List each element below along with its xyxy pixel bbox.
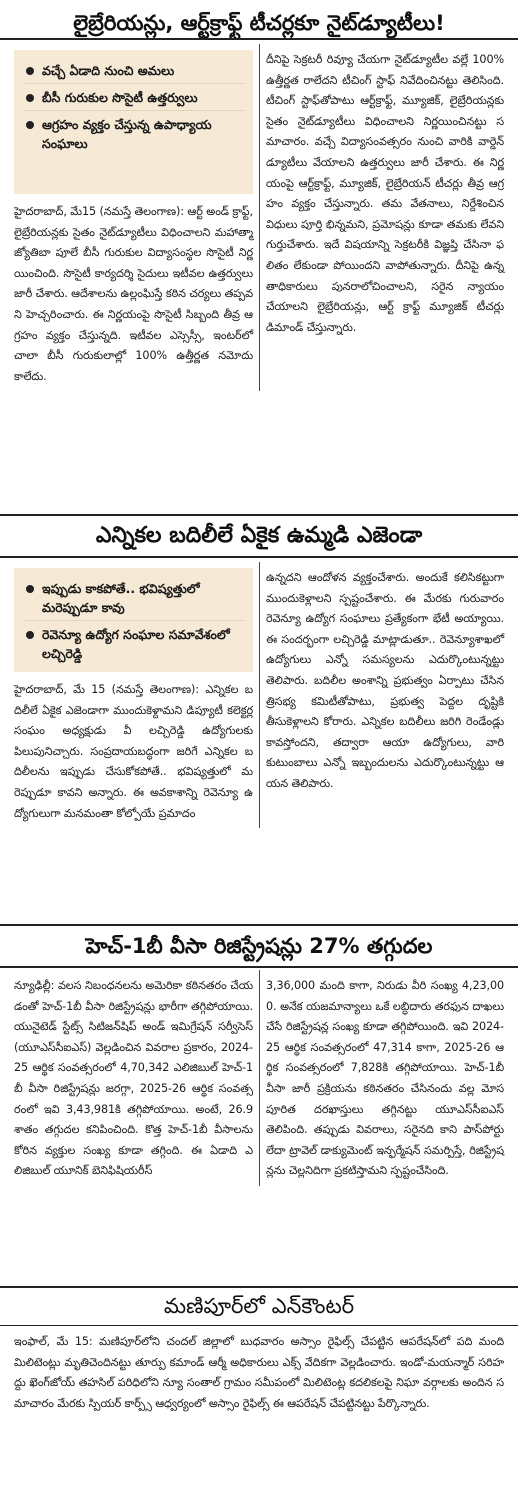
- story-1-right-column: [259, 44, 510, 391]
- story-election-transfers: [0, 514, 518, 918]
- highlight-text: వచ్చే ఏడాది నుంచి అమలు: [42, 63, 175, 78]
- bullet-icon: [26, 94, 34, 102]
- highlight-text: ఆగ్రహం వ్యక్తం చేస్తున్న ఉపాధ్యాయ సంఘాలు: [42, 117, 212, 151]
- bullet-icon: [26, 121, 34, 129]
- story-1-highlights: [14, 50, 253, 194]
- story-3-left-column: [8, 970, 259, 1186]
- story-2-right-column: [259, 562, 510, 828]
- story-3-body-right: 3,36,000 మంది కాగా, నిరుడు వీరి సంఖ్య 4,23,000. అనేక యజమాన్యాలు ఒకే లబ్ధిదారు తరఫున దాఖలు చేసే రిజిస్ట్రేషన్ల సంఖ్య కూడా తగ్గిపోయింది. ఇవి 2024-25 ఆర్థిక సంవత్సరంలో 47,314 కాగా, 2025-26 ఆర్థిక సంవత్సరంలో 7,828కి తగ్గిపోయాయి. హెచ్-1బీ వీసా జారీ ప్రక్రియను కఠినతరం చేసినందు వల్ల మోసపూరిత దరఖాస్తులు తగ్గినట్టు యూఎస్‌సీఐఎస్ తెలిపింది. తప్పుడు వివరాలు, సరైనది కాని పాస్‌పోర్టు లేదా ట్రావెల్ డాక్యుమెంట్ ఇన్ఫర్మేషన్ సమర్పిస్తే, రిజిస్ట్రేషన్లను చెల్లనిదిగా ప్రకటిస్తామని స్పష్టంచేసింది.: [266, 979, 504, 1178]
- story-1-body-right: దీనిపై సెక్రటరీ రివ్యూ చేయగా నైట్‌డ్యూటీల వల్లే 100% ఉత్తీర్ణత రాలేదని టీచింగ్ స్టాఫ్ నివేదించినట్టు తెలిసింది. టీచింగ్ స్టాఫ్‌తోపాటు ఆర్ట్‌క్రాఫ్ట్, మ్యూజిక్, లైబ్రేరియన్లకు సైతం నైట్‌డ్యూటీలు విధించాలని నిర్ణయించినట్టు సమాచారం. వచ్చే విద్యాసంవత్సరం నుంచి వారికి వార్డెన్ డ్యూటీలు వేయాలని ఉత్తర్వులు జారీ చేశారు. ఈ నిర్ణయంపై ఆర్ట్‌క్రాఫ్ట్, మ్యూజిక్, లైబ్రేరియన్ టీచర్లు తీవ్ర ఆగ్రహం వ్యక్తం చేస్తున్నారు. తమ వేతనాలు, నిర్దేశించిన విధులు పూర్తి భిన్నమని, ప్రమోషన్లు కూడా తమకు లేవని గుర్తుచేశారు. ఇదే విషయాన్ని సెక్రటరీకి విజ్ఞప్తి చేసినా ఫలితం లేకుండా పోయిందని వాపోతున్నారు. దీనిపై ఉన్నతాధికారులు పునరాలోచించాలని, సరైన న్యాయం చేయాలని లైబ్రేరియన్లు, ఆర్ట్ క్రాఫ్ట్ మ్యూజిక్ టీచర్లు డిమాండ్ చేస్తున్నారు.: [266, 53, 504, 334]
- highlight-text: బీసీ గురుకుల సొసైటీ ఉత్తర్వులు: [42, 90, 198, 105]
- story-night-duties: [0, 0, 518, 488]
- story-2-body-left: హైదరాబాద్, మే 15 (నమస్తే తెలంగాణ): ఎన్నికల బదిలీలే ఏకైక ఎజెండాగా ముందుకెళ్దామని డిప్యూటీ కలెక్టర్ల సంఘం అధ్యక్షుడు వీ లచ్చిరెడ్డి ఉద్యోగులకు పిలుపునిచ్చారు. సంప్రదాయబద్ధంగా జరిగే ఎన్నికల బదిలీలను ఇప్పుడు చేసుకోకపోతే.. భవిష్యత్తులో మరెప్పుడూ కావని అన్నారు. ఈ అవకాశాన్ని రెవెన్యూ ఉద్యోగులుగా మనమంతా కోల్పోయే ప్రమాదం: [14, 683, 253, 820]
- story-2-highlights: [14, 568, 253, 672]
- bullet-icon: [26, 631, 34, 639]
- story-3-body-left: న్యూఢిల్లీ: వలస నిబంధనలను అమెరికా కఠినతరం చేయడంతో హెచ్-1బీ వీసా రిజిస్ట్రేషన్లు భారీగా తగ్గిపోయాయి. యునైటెడ్ స్టేట్స్ సిటిజన్‌షిప్ అండ్ ఇమిగ్రేషన్ సర్వీసెస్ (యూఎస్‌సీఐఎస్) వెల్లడించిన వివరాల ప్రకారం, 2024-25 ఆర్థిక సంవత్సరంలో 4,70,342 ఎలిజిబుల్ హెచ్-1బీ వీసా రిజిస్ట్రేషన్లు జరగ్గా, 2025-26 ఆర్థిక సంవత్సరంలో ఇవి 3,43,981కి తగ్గిపోయాయి. అంటే, 26.9 శాతం తగ్గుదల కనిపించింది. కొత్త హెచ్-1బీ వీసాలను కోరిన వ్యక్తుల సంఖ్య కూడా తగ్గింది. ఈ ఏడాది ఎలిజిబుల్ యూనిక్ బెనిఫిషియరీస్: [14, 979, 253, 1178]
- story-2-left-column: [8, 562, 259, 828]
- highlight-item: [24, 110, 245, 153]
- story-h1b-visa: [0, 924, 518, 1280]
- highlight-text: ఇప్పుడు కాకపోతే.. భవిష్యత్తులో మరెప్పుడూ కావు: [42, 581, 200, 615]
- story-4-body: ఇంఫాల్, మే 15: మణిపూర్‌లోని చందల్ జిల్లాలో బుధవారం అస్సాం రైఫిల్స్ చేపట్టిన ఆపరేషన్‌లో పది మంది మిలిటెంట్లు మృతిచెందినట్టు తూర్పు కమాండ్ ఆర్మీ అధికారులు ఎక్స్ వేదికగా వెల్లడించారు. ఇండో-మయన్మార్ సరిహద్దు ఖెంగ్‌జోయ్ తహసిల్ పరిధిలోని న్యూ సంతాల్ గ్రామం సమీపంలో మిలిటెంట్ల కదలికలపై నిఘా వర్గాలకు అందిన సమాచారం మేరకు స్పియర్ కార్ప్స్ ఆధ్వర్యంలో అస్సాం రైఫిల్స్ ఈ ఆపరేషన్ చేపట్టినట్టు పేర్కొన్నారు.: [14, 1335, 504, 1410]
- bullet-icon: [26, 585, 34, 593]
- highlight-text: రెవెన్యూ ఉద్యోగ సంఘాల సమావేశంలో లచ్చిరెడ్డి: [42, 627, 230, 661]
- bullet-icon: [26, 67, 34, 75]
- story-3-right-column: [259, 970, 510, 1186]
- highlight-item: [24, 83, 245, 107]
- story-2-body-right: ఉన్నదని ఆందోళన వ్యక్తంచేశారు. అందుకే కలిసికట్టుగా ముందుకెళ్లాలని స్పష్టంచేశారు. ఈ మేరకు గురువారం రెవెన్యూ ఉద్యోగ సంఘాలు ప్రత్యేకంగా భేటీ అయ్యాయి. ఈ సందర్భంగా లచ్చిరెడ్డి మాట్లాడుతూ.. రెవెన్యూశాఖలో ఉద్యోగులు ఎన్నో సమస్యలను ఎదుర్కొంటున్నట్టు తెలిపారు. బదిలీల అంశాన్ని ప్రభుత్వం ఏర్పాటు చేసిన త్రిసభ్య కమిటీతోపాటు, ప్రభుత్వ పెద్దల దృష్టికి తీసుకెళ్లాలని కోరారు. ఎన్నికల బదిలీలు జరిగి రెండేండ్లు కావస్తోందని, తద్వారా ఆయా ఉద్యోగులు, వారి కుటుంబాలు ఎన్నో ఇబ్బందులను ఎదుర్కొంటున్నట్టు ఆయన తెలిపారు.: [266, 571, 504, 790]
- highlight-item: [24, 579, 245, 617]
- story-1-body-left: హైదరాబాద్, మే15 (నమస్తే తెలంగాణ): ఆర్ట్ అండ్ క్రాఫ్ట్, లైబ్రేరియన్లకు సైతం నైట్‌డ్యూటీలు విధించాలని మహాత్మా జ్యోతిబా పూలే బీసీ గురుకుల విద్యాసంస్థల సొసైటీ నిర్ణయించింది. సొసైటీ కార్యదర్శి సైదులు ఇటీవల ఉత్తర్వులు జారీ చేశారు. ఆదేశాలను ఉల్లంఘిస్తే కఠిన చర్యలు తప్పవని హెచ్చరించారు. ఈ నిర్ణయంపై సొసైటీ సిబ్బంది తీవ్ర ఆగ్రహం వ్యక్తం చేస్తున్నది. ఇటీవల ఎస్సెస్సీ, ఇంటర్‌లో చాలా బీసీ గురుకులాల్లో 100% ఉత్తీర్ణత నమోదు కాలేదు.: [14, 205, 253, 383]
- story-3-headline: హెచ్-1బీ వీసా రిజిస్ట్రేషన్లు 27% తగ్గుదల: [0, 924, 518, 968]
- story-1-left-column: [8, 44, 259, 391]
- story-4-headline: మణిపూర్‌లో ఎన్‌కౌంటర్: [0, 1286, 518, 1326]
- story-manipur-encounter: [0, 1286, 518, 1494]
- highlight-item: [24, 61, 245, 80]
- story-1-headline: లైబ్రేరియన్లు, ఆర్ట్‌క్రాఫ్ట్ టీచర్లకూ నైట్‌డ్యూటీలు!: [0, 0, 518, 40]
- story-2-headline: ఎన్నికల బదిలీలే ఏకైక ఉమ్మడి ఎజెండా: [0, 514, 518, 558]
- highlight-item: [24, 620, 245, 663]
